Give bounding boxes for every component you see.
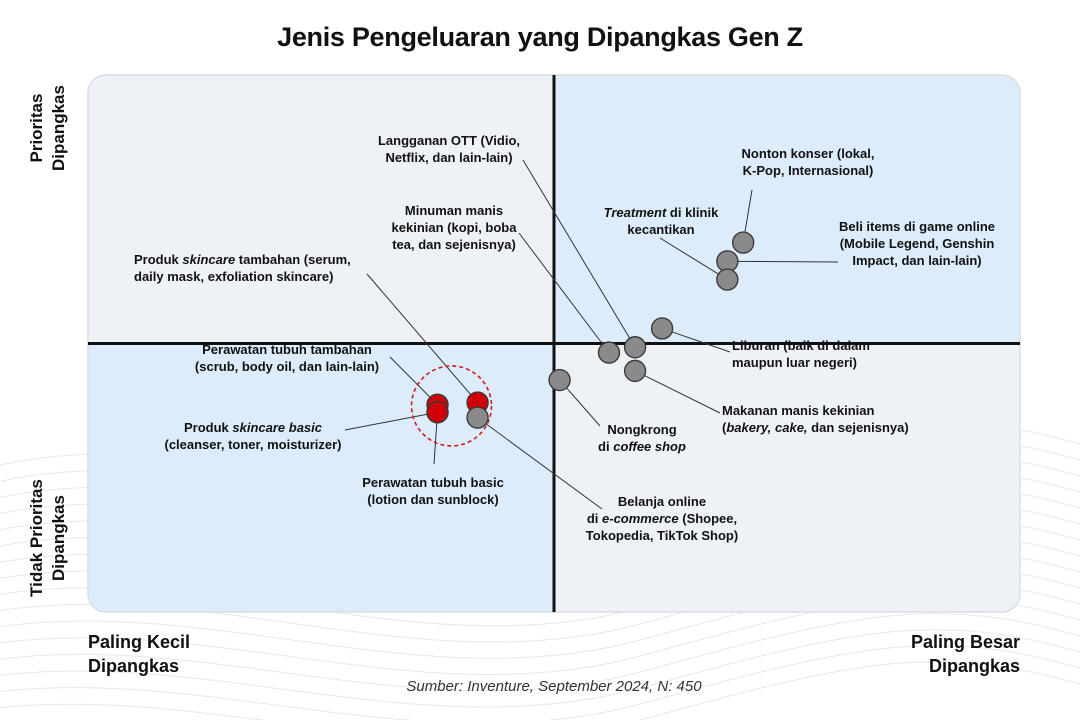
chart-title: Jenis Pengeluaran yang Dipangkas Gen Z [277, 22, 803, 52]
point-label: Produk skincare tambahan (serum, daily mask, exfoliation skincare) [134, 252, 351, 284]
scatter-point [652, 318, 673, 339]
point-label: Liburan (baik di dalam maupun luar negeri) [732, 338, 870, 370]
scatter-point [625, 360, 646, 381]
x-axis-label-right: Paling Besar Dipangkas [910, 632, 1020, 676]
scatter-point [625, 337, 646, 358]
point-label: Beli items di game online (Mobile Legend, Genshin Impact, dan lain-lain) [838, 219, 996, 268]
point-label: Belanja online di e-commerce (Shopee, Tokopedia, TikTok Shop) [585, 494, 739, 543]
y-axis-label-top: Prioritas Dipangkas [27, 85, 68, 171]
scatter-point [427, 402, 448, 423]
scatter-point [733, 232, 754, 253]
point-label: Produk skincare basic (cleanser, toner, moisturizer) [164, 420, 342, 452]
leader-line [727, 261, 838, 262]
scatter-point [598, 342, 619, 363]
point-label: Minuman manis kekinian (kopi, boba tea, dan sejenisnya) [391, 203, 517, 252]
source-note: Sumber: Inventure, September 2024, N: 450 [406, 678, 702, 695]
point-label: Nonton konser (lokal, K-Pop, Internasional) [741, 146, 875, 178]
point-label: Treatment di klinik kecantikan [603, 205, 719, 237]
x-axis-label-left: Paling Kecil Dipangkas [88, 632, 191, 676]
point-label: Perawatan tubuh tambahan (scrub, body oil, dan lain-lain) [194, 342, 380, 374]
point-label: Langganan OTT (Vidio, Netflix, dan lain-lain) [377, 133, 521, 165]
scatter-point [549, 370, 570, 391]
scatter-point [467, 407, 488, 428]
y-axis-label-bottom: Tidak Prioritas Dipangkas [27, 479, 68, 597]
point-label: Nongkrong di coffee shop [598, 422, 686, 454]
point-label: Perawatan tubuh basic (lotion dan sunblock) [362, 475, 504, 507]
point-label: Makanan manis kekinian (bakery, cake, dan sejenisnya) [722, 403, 909, 435]
quadrant-bottom-right [554, 344, 1020, 613]
scatter-point [717, 269, 738, 290]
